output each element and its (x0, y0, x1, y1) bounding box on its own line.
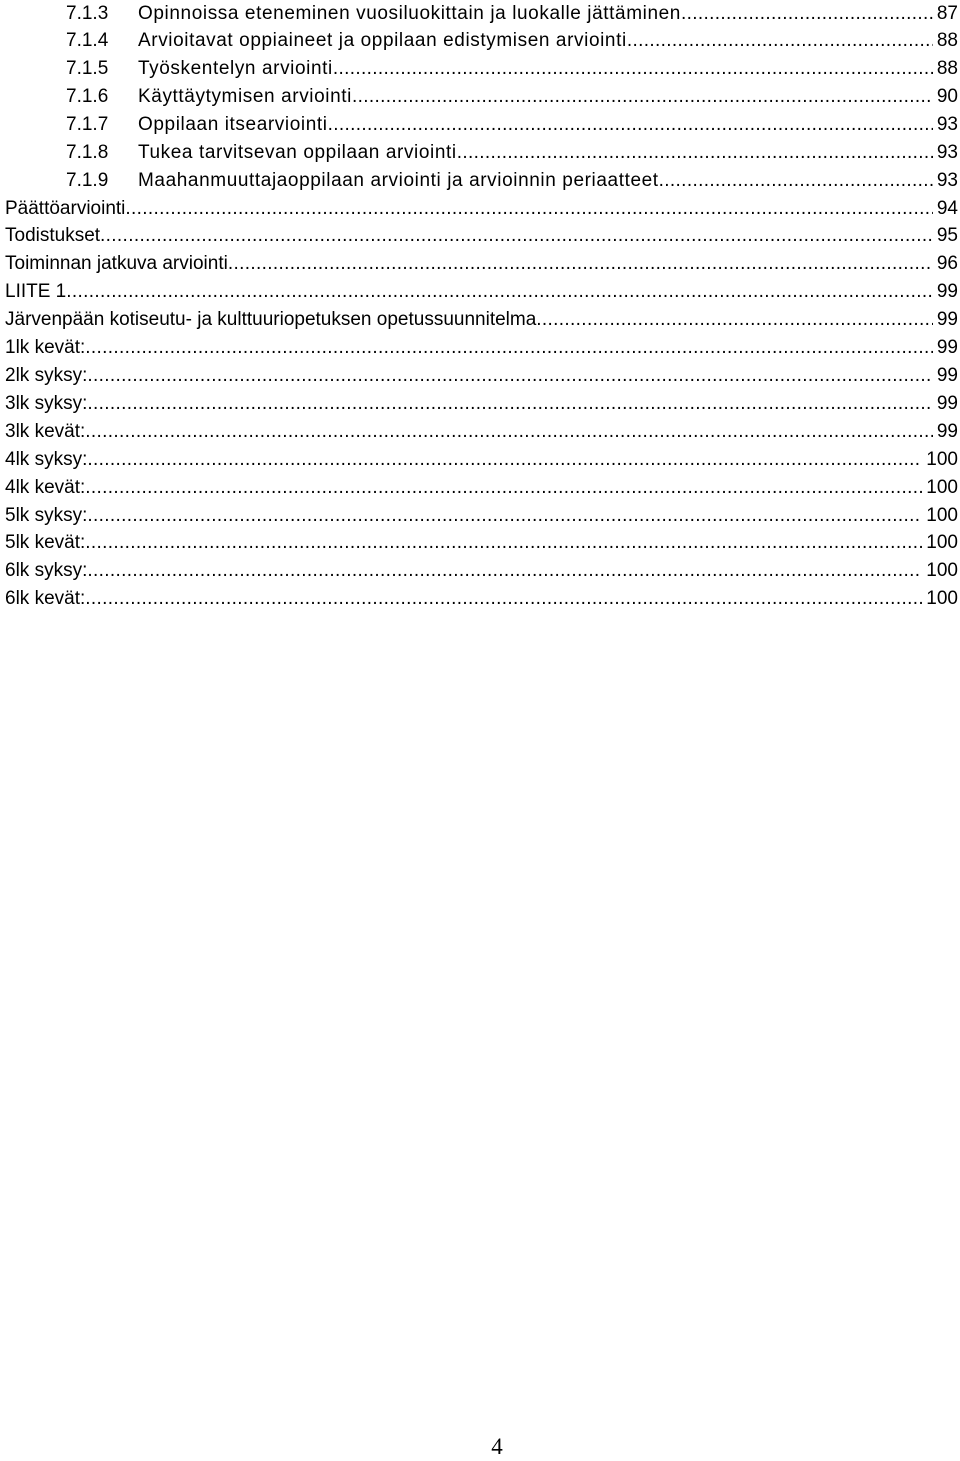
toc-entry-title: 4lk syksy: (5, 449, 88, 470)
toc-entry-page: 88 (936, 30, 958, 51)
toc-entry-4lk-syksy[interactable] (5, 446, 958, 473)
toc-entry-page: 100 (926, 532, 958, 553)
toc-entry-title: Oppilaan itsearviointi (138, 114, 328, 135)
toc-entry-page: 96 (936, 253, 958, 274)
toc-entry-title: Arvioitavat oppiaineet ja oppilaan edistymisen arviointi (138, 30, 627, 51)
toc-entry-page: 100 (926, 560, 958, 581)
toc-entry-page: 99 (936, 393, 958, 414)
toc-entry-title: Maahanmuuttajaoppilaan arviointi ja arvioinnin periaatteet (138, 170, 659, 191)
toc-entry-6lk-syksy[interactable] (5, 557, 958, 584)
dot-leader (627, 27, 933, 54)
toc-entry-title: Toiminnan jatkuva arviointi (5, 253, 228, 274)
toc-entry-page: 99 (936, 365, 958, 386)
toc-entry-page: 100 (926, 449, 958, 470)
toc-entry-kotiseutu-opetussuunnitelma[interactable] (5, 306, 958, 333)
dot-leader (457, 139, 933, 166)
dot-leader (125, 195, 932, 222)
dot-leader (85, 418, 933, 445)
toc-entry-7-1-6[interactable] (66, 83, 958, 110)
dot-leader (228, 250, 933, 277)
dot-leader (536, 306, 933, 333)
toc-entry-7-1-7[interactable] (66, 111, 958, 138)
toc-entry-page: 99 (936, 421, 958, 442)
dot-leader (681, 0, 933, 27)
dot-leader (87, 502, 922, 529)
toc-entry-number: 7.1.5 (66, 58, 109, 79)
toc-entry-number: 7.1.6 (66, 86, 109, 107)
toc-entry-number: 7.1.8 (66, 142, 109, 163)
dot-leader (87, 557, 922, 584)
toc-entry-title: Järvenpään kotiseutu- ja kulttuuriopetuksen opetussuunnitelma (5, 309, 537, 330)
toc-entry-3lk-syksy[interactable] (5, 390, 958, 417)
dot-leader (352, 83, 933, 110)
toc-entry-number: 7.1.7 (66, 114, 109, 135)
toc-entry-page: 100 (926, 477, 958, 498)
toc-entry-page: 100 (926, 588, 958, 609)
toc-entry-title: 1lk kevät: (5, 337, 86, 358)
toc-entry-7-1-3[interactable] (66, 0, 958, 27)
dot-leader (333, 55, 933, 82)
toc-entry-2lk-syksy[interactable] (5, 362, 958, 389)
toc-entry-number: 7.1.3 (66, 3, 109, 24)
toc-entry-page: 88 (936, 58, 958, 79)
dot-leader (85, 474, 922, 501)
toc-entry-title: Käyttäytymisen arviointi (138, 86, 352, 107)
toc-entry-title: 6lk syksy: (5, 560, 88, 581)
toc-entry-page: 93 (936, 142, 958, 163)
dot-leader (659, 167, 933, 194)
dot-leader (85, 585, 922, 612)
toc-entry-title: Opinnoissa eteneminen vuosiluokittain ja luokalle jättäminen (138, 3, 681, 24)
dot-leader (100, 222, 933, 249)
toc-entry-7-1-4[interactable] (66, 27, 958, 54)
toc-entry-5lk-syksy[interactable] (5, 502, 958, 529)
toc-entry-4lk-kevat[interactable] (5, 474, 958, 501)
toc-entry-title: LIITE 1 (5, 281, 67, 302)
page-number: 4 (491, 1434, 503, 1459)
toc-entry-7-1-9[interactable] (66, 167, 958, 194)
dot-leader (87, 446, 922, 473)
toc-entry-todistukset[interactable] (5, 222, 958, 249)
toc-entry-number: 7.1.4 (66, 30, 109, 51)
toc-entry-page: 87 (936, 3, 958, 24)
toc-entry-title: 2lk syksy: (5, 365, 88, 386)
dot-leader (66, 278, 933, 305)
dot-leader (328, 111, 933, 138)
toc-entry-page: 99 (936, 281, 958, 302)
toc-entry-paattoarviointi[interactable] (5, 195, 958, 222)
toc-entry-title: 5lk syksy: (5, 505, 88, 526)
toc-entry-title: Todistukset (5, 225, 101, 246)
dot-leader (87, 362, 933, 389)
toc-entry-page: 93 (936, 170, 958, 191)
toc-entry-title: 5lk kevät: (5, 532, 86, 553)
toc-entry-title: Työskentelyn arviointi (138, 58, 333, 79)
toc-entry-title: 4lk kevät: (5, 477, 86, 498)
toc-entry-6lk-kevat[interactable] (5, 585, 958, 612)
toc-entry-page: 100 (926, 505, 958, 526)
toc-entry-page: 90 (936, 86, 958, 107)
toc-entry-page: 94 (936, 198, 958, 219)
toc-entry-7-1-8[interactable] (66, 139, 958, 166)
toc-entry-liite-1[interactable] (5, 278, 958, 305)
toc-entry-title: 3lk syksy: (5, 393, 88, 414)
toc-entry-page: 95 (936, 225, 958, 246)
toc-entry-title: Päättöarviointi (5, 198, 126, 219)
toc-entry-page: 99 (936, 337, 958, 358)
dot-leader (87, 390, 933, 417)
dot-leader (85, 334, 933, 361)
toc-entry-toiminnan-jatkuva-arviointi[interactable] (5, 250, 958, 277)
dot-leader (85, 529, 922, 556)
toc-entry-7-1-5[interactable] (66, 55, 958, 82)
toc-entry-5lk-kevat[interactable] (5, 529, 958, 556)
toc-entry-page: 93 (936, 114, 958, 135)
toc-entry-3lk-kevat[interactable] (5, 418, 958, 445)
toc-entry-title: Tukea tarvitsevan oppilaan arviointi (138, 142, 457, 163)
toc-entry-title: 6lk kevät: (5, 588, 86, 609)
toc-entry-page: 99 (936, 309, 958, 330)
toc-entry-number: 7.1.9 (66, 170, 109, 191)
toc-entry-title: 3lk kevät: (5, 421, 86, 442)
toc-entry-1lk-kevat[interactable] (5, 334, 958, 361)
